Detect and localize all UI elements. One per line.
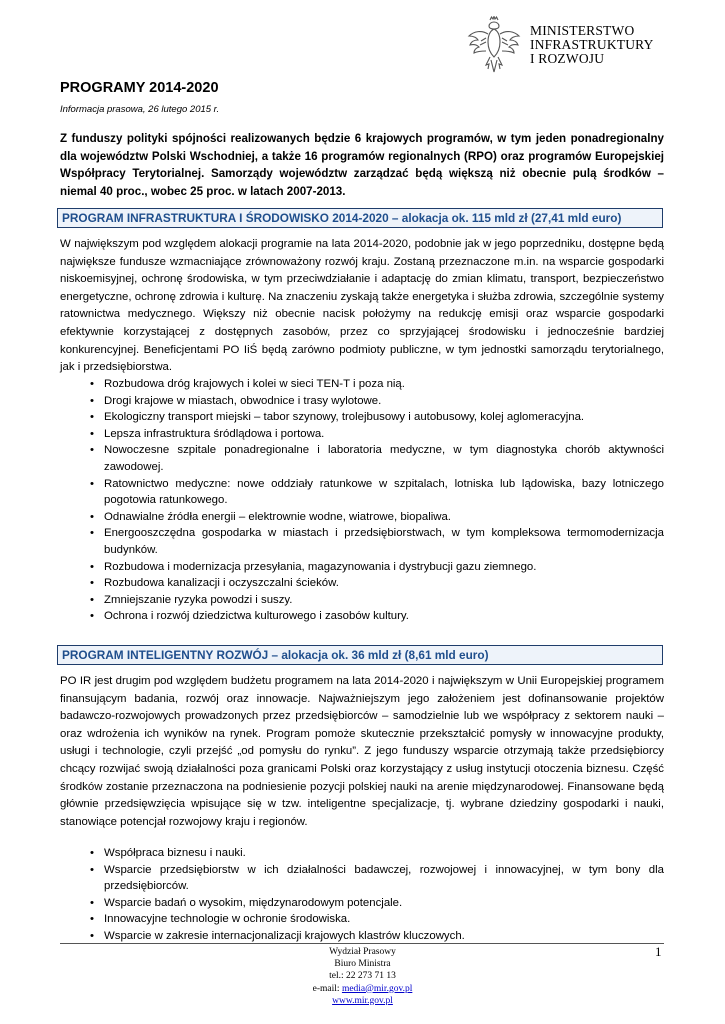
- section-paragraph-smart-growth: PO IR jest drugim pod względem budżetu programem na lata 2014-2020 i największym w Unii Europejskiej programem finansującym badania, rozwój oraz innowacje. Najważniejszym jego założeniem jest dofinansowanie projektów badawczo-rozwojowych prowadzonych przez przedsiębiorców – samodzielnie lub we współpracy z sektorem nauki – oraz wdrożenia ich wyników na rynek. Program pomoże skutecznie przekształcić pomysły w innowacyjne produkty, usługi i technologie, czyli przejść „od pomysłu do rynku”. Z jego funduszy wsparcie otrzymają także przedsiębiorcy chcący rozwijać swoją działalności poza granicami Polski oraz korzystający z usług instytucji otoczenia biznesu. Część środków zostanie przeznaczona na podniesienie pozycji polskiej nauki na arenie międzynarodowej. Finansowane będą głównie przedsięwzięcia wpisujące się w tzw. inteligentne specjalizacje, tj. wybrane dziedziny gospodarki i nauki, stanowiące potencjał rozwojowy kraju i regionów.: [60, 675, 664, 828]
- list-item: • Rozbudowa kanalizacji i oczyszczalni ścieków.: [60, 575, 664, 592]
- ministry-line-3: I ROZWOJU: [530, 51, 605, 66]
- press-release-date: Informacja prasowa, 26 lutego 2015 r.: [60, 104, 220, 115]
- footer-email-label: e-mail:: [312, 983, 342, 994]
- bullet-list-smart-growth: [60, 845, 664, 945]
- ministry-line-1: MINISTERSTWO: [530, 23, 635, 38]
- bullet-icon: •: [90, 929, 94, 942]
- website-link[interactable]: www.mir.gov.pl: [332, 995, 393, 1006]
- list-item: • Drogi krajowe w miastach, obwodnice i trasy wylotowe.: [60, 393, 664, 410]
- bullet-icon: •: [90, 593, 94, 606]
- white-eagle-emblem-icon: [466, 16, 522, 74]
- section-heading-box-infrastructure: [57, 208, 663, 228]
- bullet-icon: •: [90, 510, 94, 523]
- bullet-icon: •: [90, 527, 94, 540]
- ministry-line-2: INFRASTRUKTURY: [530, 37, 654, 52]
- list-item: • Ekologiczny transport miejski – tabor szynowy, trolejbusowy i autobusowy, kolej aglomeracyjna.: [60, 409, 664, 426]
- footer-contact: [0, 946, 725, 1007]
- list-item: • Współpraca biznesu i nauki.: [60, 845, 664, 862]
- list-item: • Wsparcie w zakresie internacjonalizacji krajowych klastrów kluczowych.: [60, 928, 664, 945]
- list-item: • Innowacyjne technologie w ochronie środowiska.: [60, 911, 664, 928]
- bullet-icon: •: [90, 560, 94, 573]
- bullet-icon: •: [90, 610, 94, 623]
- footer-website-line: [0, 995, 725, 1007]
- ministry-name: [530, 24, 654, 66]
- bullet-icon: •: [90, 847, 94, 859]
- list-item: • Energooszczędna gospodarka w miastach i przedsiębiorstwach, w tym kompleksowa termomodernizacja budynków.: [90, 527, 664, 556]
- document-title: PROGRAMY 2014-2020: [60, 80, 219, 96]
- section-heading-box-smart-growth: [57, 645, 663, 665]
- bullet-icon: •: [90, 577, 94, 590]
- footer-divider: [60, 943, 664, 944]
- list-item: • Rozbudowa i modernizacja przesyłania, magazynowania i dystrybucji gazu ziemnego.: [60, 559, 664, 576]
- list-item: • Wsparcie badań o wysokim, międzynarodowym potencjale.: [60, 895, 664, 912]
- list-item: • Ochrona i rozwój dziedzictwa kulturowego i zasobów kultury.: [60, 608, 664, 625]
- bullet-icon: •: [90, 913, 94, 926]
- bullet-icon: •: [90, 378, 94, 390]
- footer-email-line: [0, 983, 725, 995]
- list-item: • Odnawialne źródła energii – elektrownie wodne, wiatrowe, biopaliwa.: [60, 509, 664, 526]
- bullet-icon: •: [90, 477, 94, 490]
- footer-phone: tel.: 22 273 71 13: [329, 971, 396, 982]
- bullet-icon: •: [90, 896, 94, 909]
- bullet-list-infrastructure: [60, 376, 664, 625]
- footer-department: Wydział Prasowy: [329, 947, 396, 957]
- bullet-icon: •: [90, 411, 94, 424]
- bullet-icon: •: [90, 427, 94, 440]
- bullet-icon: •: [90, 863, 94, 876]
- page-number: 1: [655, 944, 662, 959]
- footer-office: Biuro Ministra: [334, 959, 391, 970]
- section-title-smart-growth: PROGRAM INTELIGENTNY ROZWÓJ – alokacja ok. 36 mld zł (8,61 mld euro): [62, 648, 489, 662]
- bullet-icon: •: [90, 444, 94, 457]
- list-item: • Rozbudowa dróg krajowych i kolei w sieci TEN-T i poza nią.: [60, 376, 664, 393]
- list-item: • Lepsza infrastruktura śródlądowa i portowa.: [60, 426, 664, 443]
- section-paragraph-infrastructure: W największym pod względem alokacji programie na lata 2014-2020, podobnie jak w jego poprzedniku, dostępne będą największe fundusze wzmacniające zrównoważony rozwój kraju. Zostaną przeznaczone m.in. na wsparcie gospodarki niskoemisyjnej, ochronę środowiska, w tym przeciwdziałanie i adaptację do zmian klimatu, transport, bezpieczeństwo energetyczne, ochronę zdrowia i kulturę. Na znaczeniu zyskają także energetyka i służba zdrowia, szczególnie systemy ratownictwa medycznego. Większy niż obecnie nacisk położymy na redukcję emisji oraz wsparcie gospodarki efektywnie korzystającej z dostępnych zasobów, przez co sprzyjającej środowisku i jednocześnie bardziej konkurencyjnej. Beneficjentami PO IiŚ będą zarówno podmioty publiczne, w tym jednostki samorządu terytorialnego, jak i przedsiębiorstwa.: [60, 238, 664, 374]
- section-title-infrastructure: PROGRAM INFRASTRUKTURA I ŚRODOWISKO 2014-2020 – alokacja ok. 115 mld zł (27,41 mld euro): [62, 211, 622, 225]
- email-link[interactable]: media@mir.gov.pl: [341, 983, 413, 994]
- list-item: • Ratownictwo medyczne: nowe oddziały ratunkowe w szpitalach, lotniska lub lądowiska, bazy lotniczego pogotowia ratunkowego.: [90, 477, 664, 507]
- lead-paragraph: Z funduszy polityki spójności realizowanych będzie 6 krajowych programów, w tym jeden ponadregionalny dla województw Polski Wschodniej, a także 16 programów regionalnych (RPO) oraz programów Europejskiej Współpracy Terytorialnej. Samorządy województw zarządzać będą większą niż obecnie pulą środków – niemal 40 proc., wobec 25 proc. w latach 2007-2013.: [60, 132, 664, 198]
- bullet-icon: •: [90, 394, 94, 407]
- list-item: • Wsparcie przedsiębiorstw w ich działalności badawczej, rozwojowej i innowacyjnej, w tym bony dla przedsiębiorców.: [90, 863, 664, 893]
- list-item: • Zmniejszanie ryzyka powodzi i suszy.: [60, 592, 664, 609]
- list-item: • Nowoczesne szpitale ponadregionalne i laboratoria medyczne, w tym diagnostyka chorób aktywności zawodowej.: [90, 444, 664, 473]
